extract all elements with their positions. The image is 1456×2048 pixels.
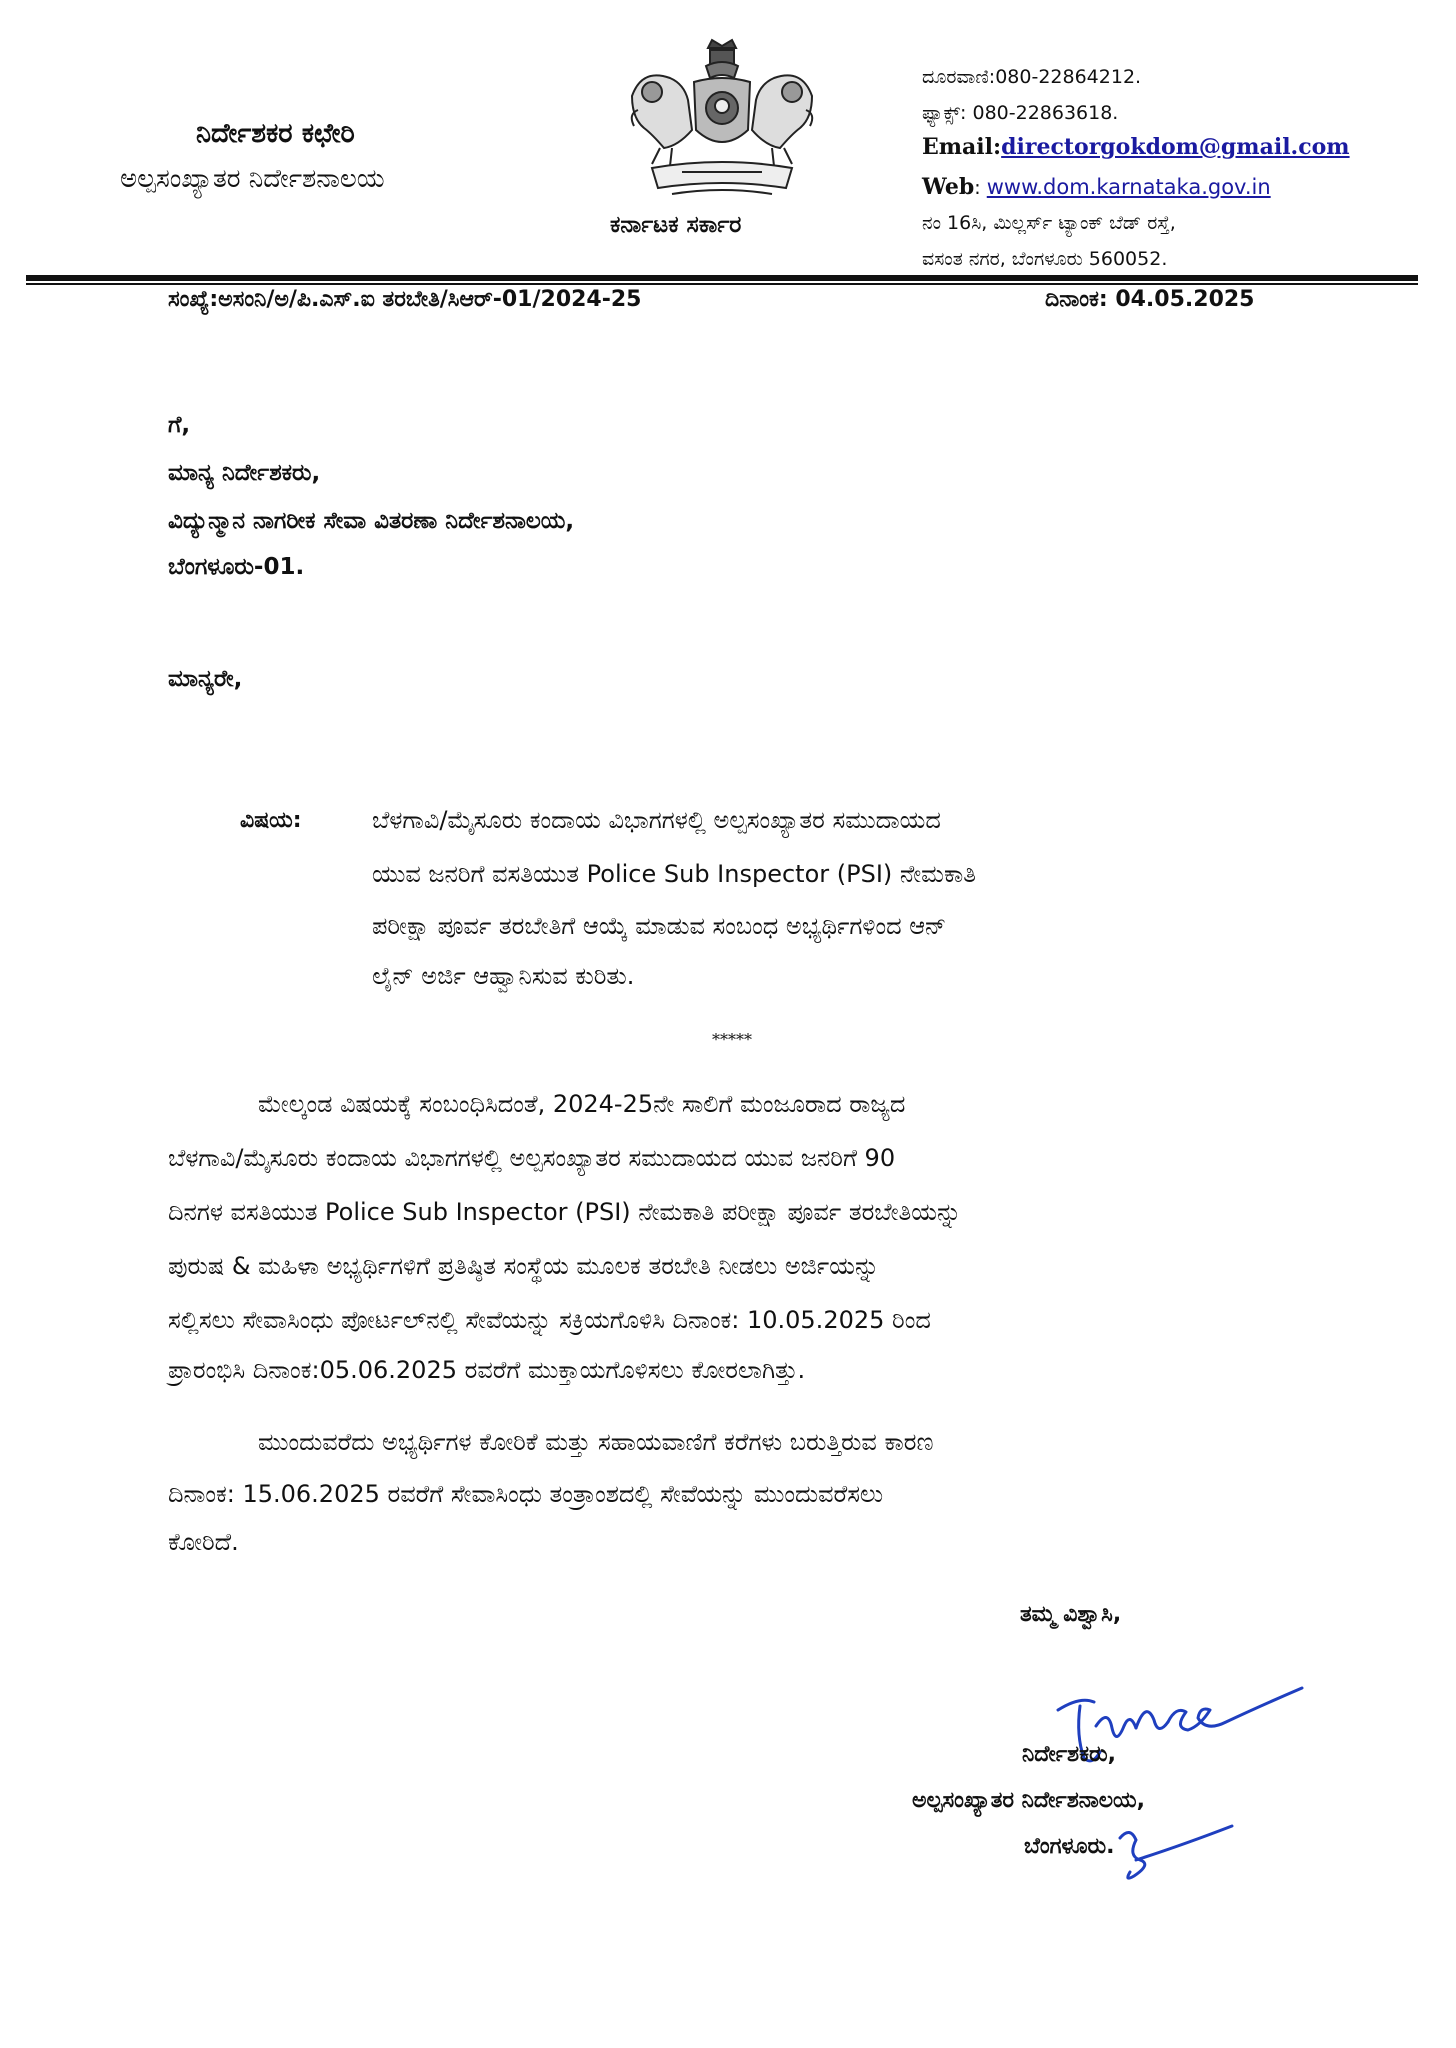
web-separator: : — [974, 177, 981, 199]
section-separator: ***** — [712, 1030, 752, 1049]
header-divider-thin — [26, 283, 1418, 285]
closing-yours: ತಮ್ಮ ವಿಶ್ವಾಸಿ, — [1020, 1602, 1122, 1627]
body-line: ಪುರುಷ & ಮಹಿಳಾ ಅಭ್ಯರ್ಥಿಗಳಿಗೆ ಪ್ರತಿಷ್ಠಿತ ಸಂಸ್ಥೆಯ ಮೂಲಕ ತರಬೇತಿ ನೀಡಲು ಅರ್ಜಿಯನ್ನು — [168, 1252, 880, 1280]
web-link[interactable]: www.dom.karnataka.gov.in — [986, 175, 1271, 199]
addressee-to: ಗೆ, — [168, 412, 191, 438]
subject-line: ಪರೀಕ್ಷಾ ಪೂರ್ವ ತರಬೇತಿಗೆ ಆಯ್ಕೆ ಮಾಡುವ ಸಂಬಂಧ ಅಭ್ಯರ್ಥಿಗಳಿಂದ ಆನ್ — [372, 912, 947, 940]
body-line: ದಿನಗಳ ವಸತಿಯುತ Police Sub Inspector (PSI) ನೇಮಕಾತಿ ಪರೀಕ್ಷಾ ಪೂರ್ವ ತರಬೇತಿಯನ್ನು — [168, 1198, 962, 1226]
body-line: ಬೆಳಗಾವಿ/ಮೈಸೂರು ಕಂದಾಯ ವಿಭಾಗಗಳಲ್ಲಿ ಅಲ್ಪಸಂಖ್ಯಾತರ ಸಮುದಾಯದ ಯುವ ಜನರಿಗೆ 90 — [168, 1144, 896, 1172]
office-subtitle: ಅಲ್ಪಸಂಖ್ಯಾತರ ನಿರ್ದೇಶನಾಲಯ — [120, 164, 385, 194]
addressee-line3: ಬೆಂಗಳೂರು-01. — [168, 554, 305, 580]
state-emblem-icon — [612, 38, 832, 206]
web-label: Web — [922, 174, 975, 200]
subject-line: ಬೆಳಗಾವಿ/ಮೈಸೂರು ಕಂದಾಯ ವಿಭಾಗಗಳಲ್ಲಿ ಅಲ್ಪಸಂಖ್ಯಾತರ ಸಮುದಾಯದ — [372, 806, 941, 834]
contact-phone: ದೂರವಾಣಿ:080-22864212. — [922, 66, 1142, 88]
body-line: ಮೇಲ್ಕಂಡ ವಿಷಯಕ್ಕೆ ಸಂಬಂಧಿಸಿದಂತೆ, 2024-25ನೇ ಸಾಲಿಗೆ ಮಂಜೂರಾದ ರಾಜ್ಯದ — [258, 1090, 906, 1118]
signature-icon — [1050, 1666, 1320, 1786]
body-line: ಪ್ರಾರಂಭಿಸಿ ದಿನಾಂಕ:05.06.2025 ರವರೆಗೆ ಮುಕ್ತಾಯಗೊಳಿಸಲು ಕೋರಲಾಗಿತ್ತು. — [168, 1356, 806, 1384]
reference-date: ದಿನಾಂಕ: 04.05.2025 — [1045, 287, 1255, 312]
body-line: ದಿನಾಂಕ: 15.06.2025 ರವರೆಗೆ ಸೇವಾಸಿಂಧು ತಂತ್ರಾಂಶದಲ್ಲಿ ಸೇವೆಯನ್ನು ಮುಂದುವರೆಸಲು — [168, 1480, 884, 1508]
body-line: ಸಲ್ಲಿಸಲು ಸೇವಾಸಿಂಧು ಪೋರ್ಟಲ್‌ನಲ್ಲಿ ಸೇವೆಯನ್ನು ಸಕ್ರಿಯಗೊಳಿಸಿ ದಿನಾಂಕ: 10.05.2025 ರಿಂದ — [168, 1306, 931, 1334]
email-label: Email: — [922, 134, 1002, 160]
body-line: ಕೋರಿದೆ. — [168, 1528, 239, 1556]
signatory-title: ನಿರ್ದೇಶಕರು, — [1022, 1742, 1117, 1767]
subject-label: ವಿಷಯ: — [240, 808, 302, 833]
govt-label: ಕರ್ನಾಟಕ ಸರ್ಕಾರ — [610, 212, 742, 238]
signatory-department: ಅಲ್ಪಸಂಖ್ಯಾತರ ನಿರ್ದೇಶನಾಲಯ, — [912, 1788, 1145, 1813]
contact-email-row — [922, 134, 1350, 160]
initial-icon — [1100, 1816, 1240, 1888]
contact-address-line2: ವಸಂತ ನಗರ, ಬೆಂಗಳೂರು 560052. — [922, 248, 1168, 270]
salutation: ಮಾನ್ಯರೇ, — [168, 666, 243, 692]
contact-address-line1: ನಂ 16ಸಿ, ಮಿಲ್ಲರ್ಸ್ ಟ್ಯಾಂಕ್ ಬೆಡ್ ರಸ್ತೆ, — [922, 212, 1176, 234]
subject-line: ಯುವ ಜನರಿಗೆ ವಸತಿಯುತ Police Sub Inspector (PSI) ನೇಮಕಾತಿ — [372, 860, 976, 888]
office-title: ನಿರ್ದೇಶಕರ ಕಛೇರಿ — [196, 118, 355, 149]
body-line: ಮುಂದುವರೆದು ಅಭ್ಯರ್ಥಿಗಳ ಕೋರಿಕೆ ಮತ್ತು ಸಹಾಯವಾಣಿಗೆ ಕರೆಗಳು ಬರುತ್ತಿರುವ ಕಾರಣ — [258, 1428, 934, 1456]
addressee-line2: ವಿದ್ಯುನ್ಮಾನ ನಾಗರೀಕ ಸೇವಾ ವಿತರಣಾ ನಿರ್ದೇಶನಾಲಯ, — [168, 508, 575, 534]
header-divider — [26, 275, 1418, 281]
reference-number: ಸಂಖ್ಯೆ:ಅಸಂನಿ/ಅ/ಪಿ.ಎಸ್.ಐ ತರಬೇತಿ/ಸಿಆರ್-01/2024-25 — [168, 287, 642, 312]
contact-fax: ಫ್ಯಾಕ್ಸ್: 080-22863618. — [922, 102, 1119, 124]
signatory-city: ಬೆಂಗಳೂರು. — [1024, 1834, 1115, 1859]
addressee-line1: ಮಾನ್ಯ ನಿರ್ದೇಶಕರು, — [168, 460, 321, 486]
contact-web-row — [922, 174, 1271, 200]
email-link[interactable]: directorgokdom@gmail.com — [1001, 134, 1350, 160]
subject-line: ಲೈನ್ ಅರ್ಜಿ ಆಹ್ವಾನಿಸುವ ಕುರಿತು. — [372, 962, 635, 990]
